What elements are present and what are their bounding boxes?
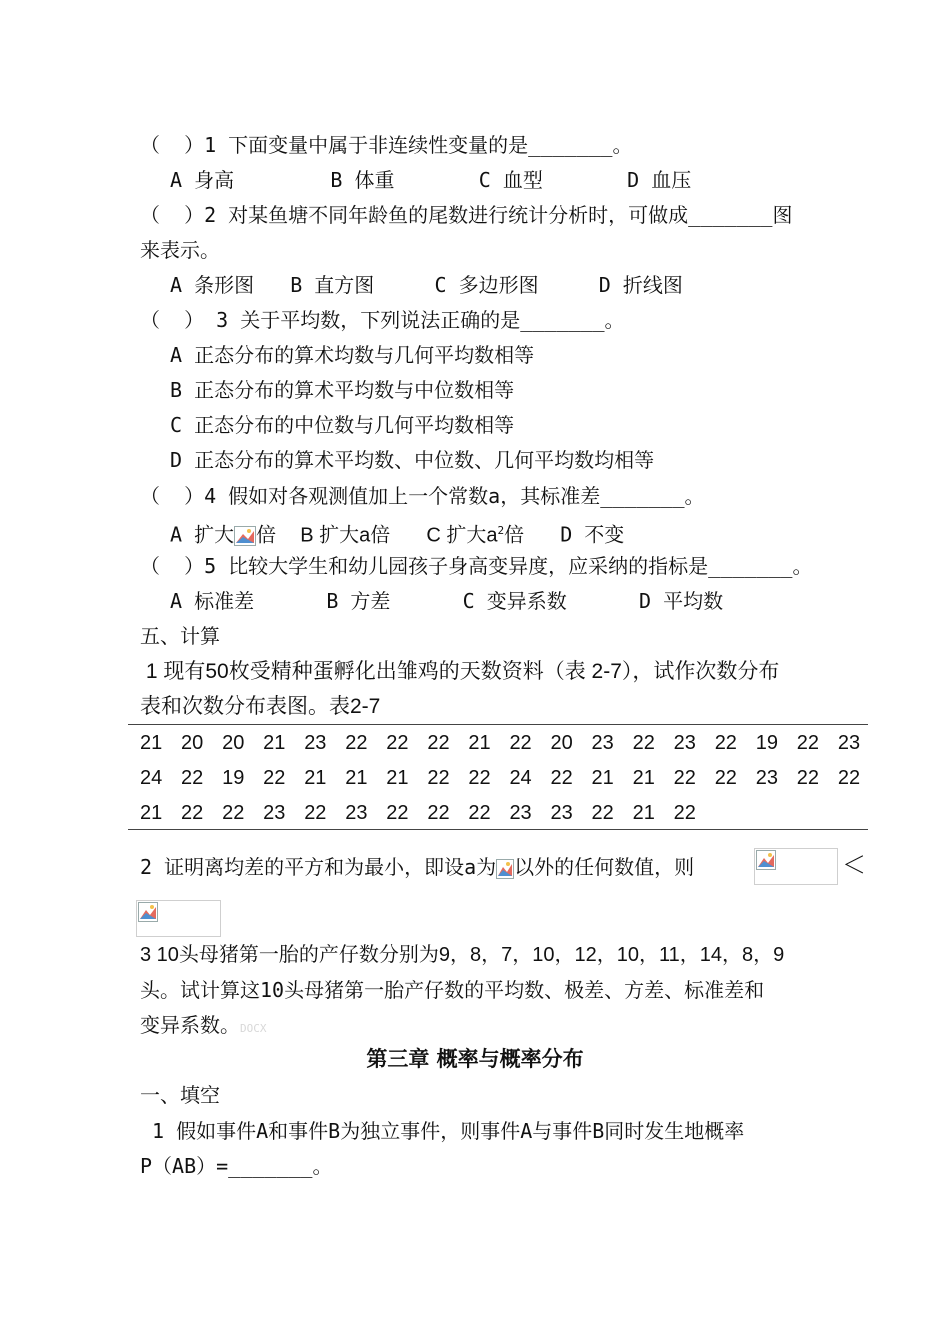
table-cell: 21 xyxy=(140,732,163,754)
q4-options xyxy=(170,517,624,550)
table-cell: 22 xyxy=(222,802,245,824)
table-cell: 22 xyxy=(345,732,368,754)
table-cell: 22 xyxy=(714,732,737,754)
table-bottom-rule xyxy=(128,829,868,830)
q2-options: A 条形图 B 直方图 C 多边形图 D 折线图 xyxy=(170,273,683,297)
table-cell: 22 xyxy=(427,767,450,789)
q4-option-a-suffix: 倍 xyxy=(256,522,277,547)
table-cell: 22 xyxy=(427,732,450,754)
table-cell: 23 xyxy=(755,767,778,789)
table-cell: 22 xyxy=(509,732,532,754)
table-cell: 22 xyxy=(796,732,820,754)
q4-option-b: B 扩大a倍 xyxy=(300,524,391,547)
formula-image-icon xyxy=(496,859,514,879)
problem3-line1: 3 10头母猪第一胎的产仔数分别为9，8，7，10，12，10，11，14，8，9 xyxy=(140,944,785,966)
table-cell: 22 xyxy=(181,802,204,824)
q4-option-c-prefix: C 扩大a xyxy=(426,524,498,547)
table-cell: 21 xyxy=(386,767,409,789)
table-cell: 22 xyxy=(386,732,409,754)
q2-stem-cont: 来表示。 xyxy=(140,238,220,262)
table-cell: 22 xyxy=(304,802,327,824)
chapter3-q1-line2: P（AB）=_______。 xyxy=(140,1154,333,1178)
q4-option-d: D 不变 xyxy=(560,522,625,547)
table-cell: 22 xyxy=(796,767,820,789)
q3-stem: （ ） 3 关于平均数，下列说法正确的是_______。 xyxy=(140,308,625,332)
q3-option-c: C 正态分布的中位数与几何平均数相等 xyxy=(170,413,515,437)
table-cell: 23 xyxy=(345,802,368,824)
table-cell: 23 xyxy=(837,732,861,754)
q3-option-a: A 正态分布的算术均数与几何平均数相等 xyxy=(170,343,535,367)
table-cell: 22 xyxy=(591,802,614,824)
chapter3-q1-line1: 1 假如事件A和事件B为独立事件，则事件A与事件B同时发生地概率 xyxy=(140,1119,745,1143)
table-cell: 23 xyxy=(591,732,614,754)
chapter3-heading: 一、填空 xyxy=(140,1083,220,1107)
q4-stem: （ ）4 假如对各观测值加上一个常数a，其标准差_______。 xyxy=(140,484,705,508)
table-cell: 23 xyxy=(304,732,327,754)
q4-option-c-suffix: 倍 xyxy=(504,522,525,547)
faint-watermark: DOCX xyxy=(240,1022,267,1035)
table-cell: 21 xyxy=(345,767,368,789)
table-cell: 22 xyxy=(468,767,491,789)
problem3-line3-text: 变异系数。 xyxy=(140,1013,240,1037)
table-cell: 21 xyxy=(468,732,491,754)
problem3-line2: 头。试计算这10头母猪第一胎产仔数的平均数、极差、方差、标准差和 xyxy=(140,978,765,1002)
table-cell: 22 xyxy=(673,767,696,789)
table-cell: 19 xyxy=(755,732,778,754)
formula-box-2 xyxy=(136,900,221,937)
table-cell: 22 xyxy=(468,802,491,824)
chapter-title: 第三章 概率与概率分布 xyxy=(366,1047,584,1071)
problem3-line3 xyxy=(140,1011,267,1043)
table-cell: 21 xyxy=(263,732,286,754)
q2-stem: （ ）2 对某鱼塘不同年龄鱼的尾数进行统计分析时，可做成_______图 xyxy=(140,203,793,227)
problem1-line2: 表和次数分布表图。表2-7 xyxy=(140,695,381,718)
problem2-prefix: 2 证明离均差的平方和为最小，即设a为 xyxy=(140,855,497,879)
table-cell: 22 xyxy=(263,767,286,789)
table-cell: 23 xyxy=(550,802,573,824)
q1-stem: （ ）1 下面变量中属于非连续性变量的是_______。 xyxy=(140,133,633,157)
table-cell: 23 xyxy=(263,802,286,824)
table-cell: 21 xyxy=(140,802,163,824)
less-than-sign: ＜ xyxy=(842,851,866,879)
table-cell: 20 xyxy=(222,732,245,754)
section-heading: 五、计算 xyxy=(140,624,220,648)
table-cell: 23 xyxy=(673,732,696,754)
q5-options: A 标准差 B 方差 C 变异系数 D 平均数 xyxy=(170,589,724,613)
problem2-line xyxy=(140,853,694,881)
table-cell: 21 xyxy=(304,767,327,789)
broken-image-icon xyxy=(234,526,256,546)
table-cell: 22 xyxy=(632,732,655,754)
table-cell: 22 xyxy=(427,802,450,824)
q4-option-a-prefix: A 扩大 xyxy=(170,522,235,547)
problem2-middle: 以外的任何数值，则 xyxy=(514,855,695,879)
table-cell: 21 xyxy=(632,802,655,824)
q1-options: A 身高 B 体重 C 血型 D 血压 xyxy=(170,168,692,192)
q4-option-c-superscript: 2 xyxy=(497,524,505,537)
table-cell: 22 xyxy=(386,802,409,824)
problem1-line1: 1 现有50枚受精种蛋孵化出雏鸡的天数资料（表 2-7），试作次数分布 xyxy=(140,660,780,683)
q3-option-b: B 正态分布的算术平均数与中位数相等 xyxy=(170,378,515,402)
formula-image-icon xyxy=(756,850,776,870)
table-cell: 21 xyxy=(591,767,614,789)
table-cell: 23 xyxy=(509,802,532,824)
q3-option-d: D 正态分布的算术平均数、中位数、几何平均数均相等 xyxy=(170,448,655,472)
table-cell: 24 xyxy=(509,767,532,789)
table-cell: 22 xyxy=(714,767,737,789)
table-top-rule xyxy=(128,724,868,725)
table-cell: 22 xyxy=(181,767,204,789)
table-cell: 24 xyxy=(140,767,163,789)
table-cell: 22 xyxy=(837,767,861,789)
formula-box-1 xyxy=(754,848,838,885)
table-cell: 20 xyxy=(550,732,573,754)
table-cell: 19 xyxy=(222,767,245,789)
formula-image-icon xyxy=(138,902,158,922)
table-cell: 20 xyxy=(181,732,204,754)
table-cell: 22 xyxy=(550,767,573,789)
q5-stem: （ ）5 比较大学生和幼儿园孩子身高变异度，应采纳的指标是_______。 xyxy=(140,554,813,578)
table-cell: 22 xyxy=(673,802,696,824)
table-cell: 21 xyxy=(632,767,655,789)
